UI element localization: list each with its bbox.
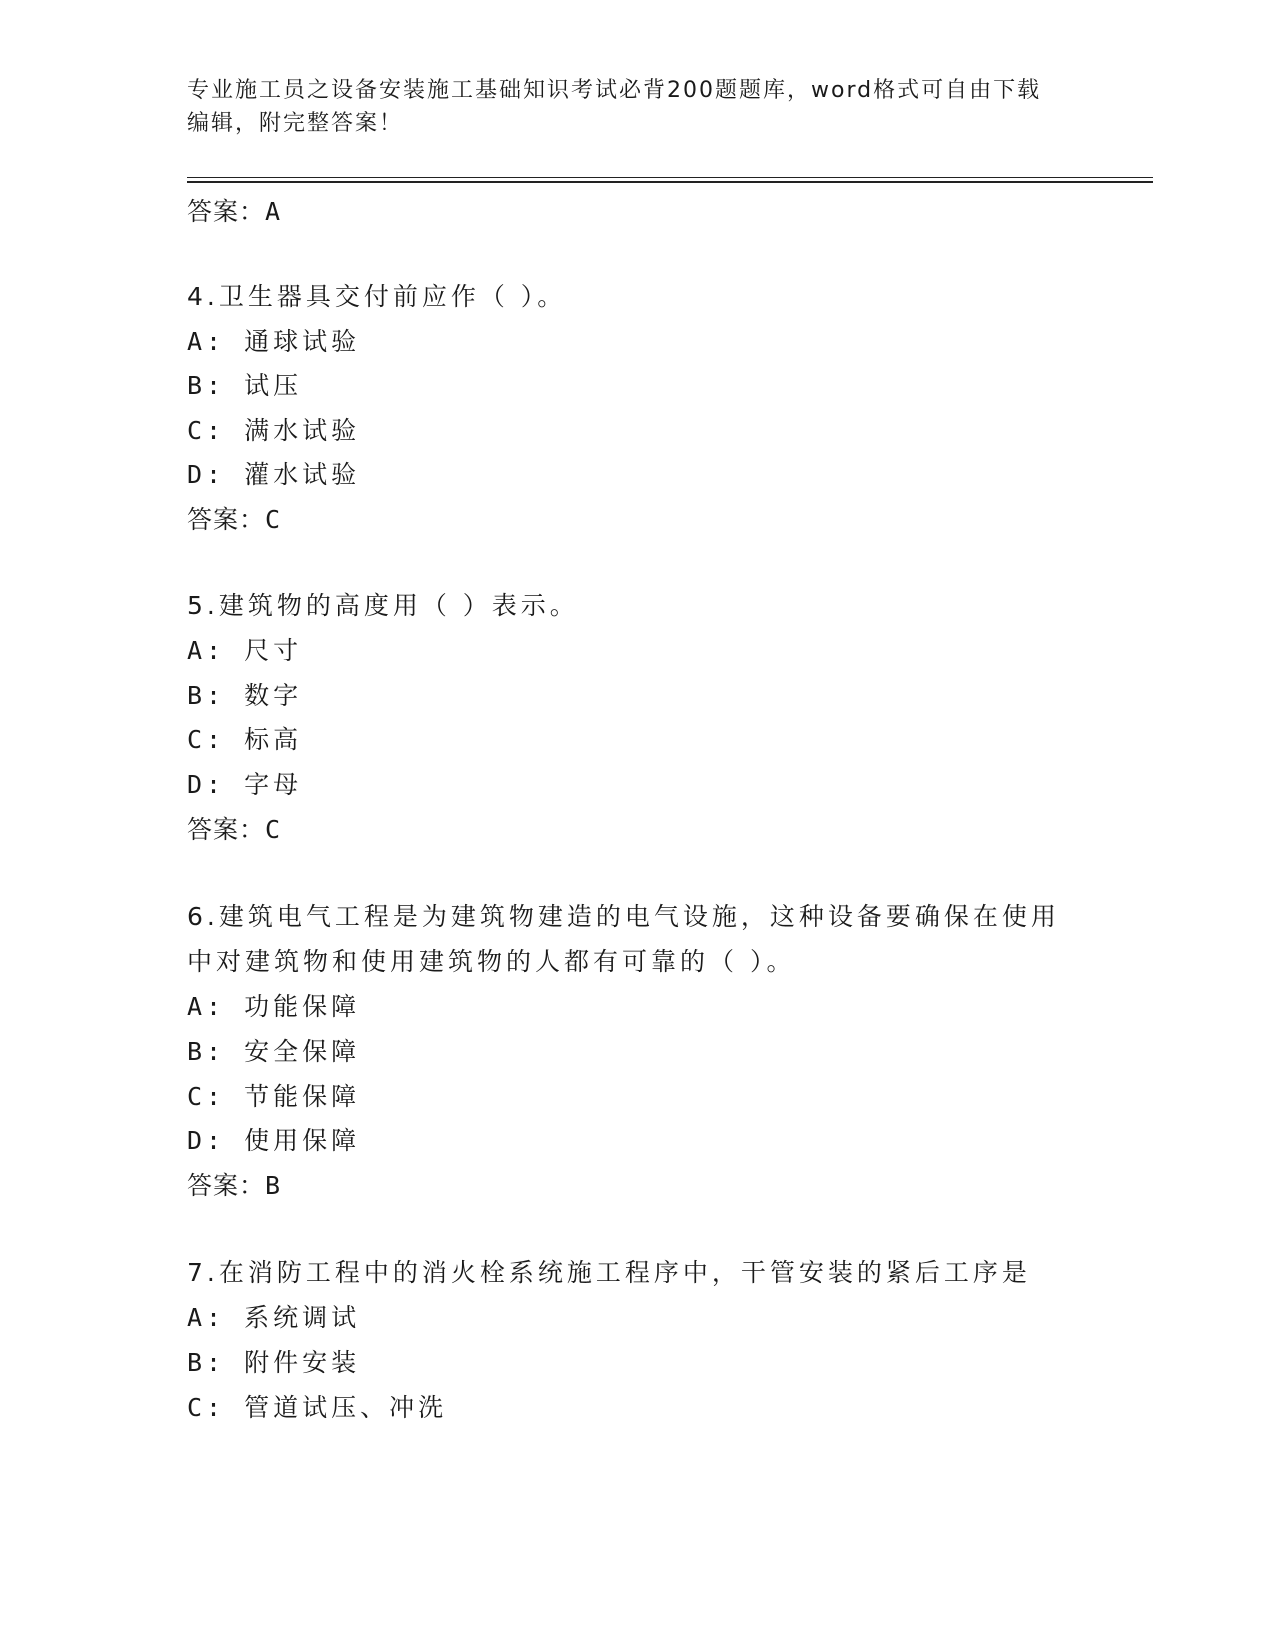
- question-5-stem: 5.建筑物的高度用（ ）表示。: [187, 591, 579, 620]
- question-6-option-d: D: 使用保障: [187, 1126, 361, 1155]
- document-header: [187, 74, 1067, 140]
- question-5-option-c: C: 标高: [187, 725, 303, 754]
- question-6-stem-line-1: 6.建筑电气工程是为建筑物建造的电气设施，这种设备要确保在使用: [187, 902, 1060, 931]
- question-4-option-b: B: 试压: [187, 371, 303, 400]
- question-5-option-a: A: 尺寸: [187, 636, 303, 665]
- question-5-option-b: B: 数字: [187, 681, 303, 710]
- question-7-option-b: B: 附件安装: [187, 1348, 361, 1377]
- question-6-option-c: C: 节能保障: [187, 1082, 361, 1111]
- question-4-option-a: A: 通球试验: [187, 327, 361, 356]
- question-4-option-d: D: 灌水试验: [187, 460, 361, 489]
- question-6-option-b: B: 安全保障: [187, 1037, 361, 1066]
- question-4-stem: 4.卫生器具交付前应作（ ）。: [187, 282, 567, 311]
- question-4-option-c: C: 满水试验: [187, 416, 361, 445]
- question-7-option-a: A: 系统调试: [187, 1303, 361, 1332]
- question-5-answer: 答案：C: [187, 815, 282, 844]
- answer-previous: 答案：A: [187, 197, 282, 226]
- header-title-line-1: 专业施工员之设备安装施工基础知识考试必背200题题库，word格式可自由下载: [187, 78, 1042, 103]
- question-6-answer: 答案：B: [187, 1171, 282, 1200]
- header-divider: [187, 177, 1153, 183]
- question-6-stem-line-2: 中对建筑物和使用建筑物的人都有可靠的（ ）。: [187, 947, 796, 976]
- question-7-option-c: C: 管道试压、冲洗: [187, 1393, 448, 1422]
- header-title-line-2: 编辑，附完整答案！: [187, 111, 404, 136]
- question-5-option-d: D: 字母: [187, 770, 303, 799]
- question-4-answer: 答案：C: [187, 505, 282, 534]
- question-7-stem: 7.在消防工程中的消火栓系统施工程序中，干管安装的紧后工序是: [187, 1258, 1031, 1287]
- question-6-option-a: A: 功能保障: [187, 992, 361, 1021]
